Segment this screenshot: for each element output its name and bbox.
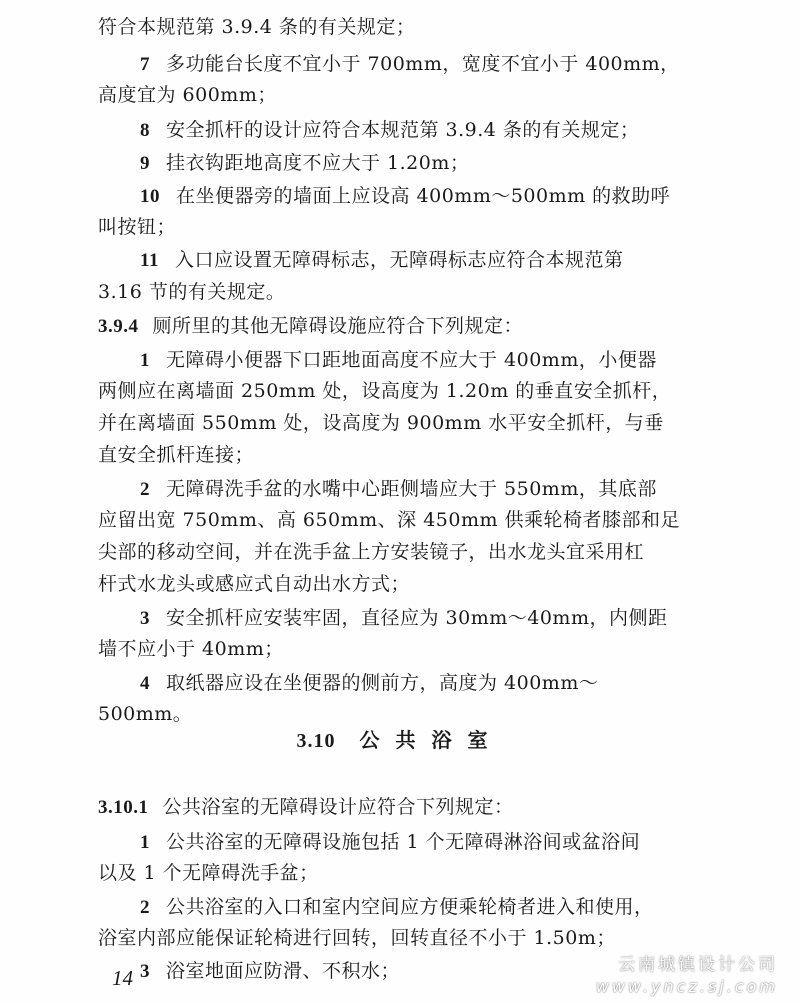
- clause-number: 3.9.4: [98, 316, 139, 337]
- text-line: 3.16 节的有关规定。: [98, 281, 286, 303]
- watermark: [596, 954, 778, 998]
- page-number: 14: [112, 966, 133, 990]
- list-item: 3 浴室地面应防滑、不积水；: [140, 960, 401, 982]
- text-line: 500mm。: [98, 703, 193, 725]
- text-line: 两侧应在离墙面 250mm 处，设高度为 1.20m 的垂直安全抓杆，: [98, 380, 672, 402]
- item-number: 7: [140, 54, 150, 75]
- text-line: 应留出宽 750mm、高 650mm、深 450mm 供乘轮椅者膝部和足: [98, 509, 681, 531]
- item-number: 11: [140, 250, 159, 271]
- list-item: 9 挂衣钩距地高度不应大于 1.20m；: [140, 152, 470, 174]
- list-item: 2 无障碍洗手盆的水嘴中心距侧墙应大于 550mm，其底部: [140, 478, 657, 500]
- item-number: 3: [140, 608, 150, 629]
- list-item: 4 取纸器应设在坐便器的侧前方，高度为 400mm～: [140, 672, 599, 694]
- item-number: 10: [140, 186, 160, 207]
- item-number: 3: [140, 961, 150, 982]
- item-number: 1: [140, 350, 150, 371]
- item-number: 1: [140, 832, 150, 853]
- text-line: 杆式水龙头或感应式自动出水方式；: [98, 573, 411, 595]
- list-item: 11 入口应设置无障碍标志，无障碍标志应符合本规范第: [140, 249, 624, 271]
- text-line: 并在离墙面 550mm 处，设高度为 900mm 水平安全抓杆，与垂: [98, 412, 664, 434]
- item-number: 4: [140, 673, 150, 694]
- list-item: 1 无障碍小便器下口距地面高度不应大于 400mm，小便器: [140, 349, 657, 371]
- watermark-name: 云南城镇设计公司: [618, 955, 778, 975]
- watermark-url: www.yncz.sj.com: [595, 977, 778, 996]
- text-line: 尖部的移动空间，并在洗手盆上方安装镜子，出水龙头宜采用杠: [98, 541, 645, 563]
- text-line: 叫按钮；: [98, 216, 177, 238]
- text-line: 墙不应小于 40mm；: [98, 638, 284, 660]
- item-number: 8: [140, 120, 150, 141]
- clause-heading: 3.10.1 公共浴室的无障碍设计应符合下列规定：: [98, 796, 514, 818]
- text-line: 高度宜为 600mm；: [98, 84, 277, 106]
- item-number: 2: [140, 479, 150, 500]
- item-number: 9: [140, 153, 150, 174]
- list-item: 10 在坐便器旁的墙面上应设高 400mm～500mm 的救助呼: [140, 185, 671, 207]
- section-number: 3.10: [296, 730, 336, 752]
- list-item: 8 安全抓杆的设计应符合本规范第 3.9.4 条的有关规定；: [140, 119, 640, 141]
- item-number: 2: [140, 897, 150, 918]
- list-item: 1 公共浴室的无障碍设施包括 1 个无障碍淋浴间或盆浴间: [140, 831, 641, 853]
- text-line: 以及 1 个无障碍洗手盆；: [98, 862, 319, 884]
- section-heading: [0, 724, 800, 753]
- clause-number: 3.10.1: [98, 797, 149, 818]
- list-item: 7 多功能台长度不宜小于 700mm，宽度不宜小于 400mm，: [140, 53, 680, 75]
- text-line: 符合本规范第 3.9.4 条的有关规定；: [98, 16, 416, 38]
- list-item: 2 公共浴室的入口和室内空间应方便乘轮椅者进入和使用，: [140, 896, 654, 918]
- clause-heading: 3.9.4 厕所里的其他无障碍设施应符合下列规定：: [98, 315, 524, 337]
- section-title: 公共浴室: [359, 728, 504, 752]
- text-line: 直安全抓杆连接；: [98, 444, 255, 466]
- list-item: 3 安全抓杆应安装牢固，直径应为 30mm～40mm，内侧距: [140, 607, 668, 629]
- text-line: 浴室内部应能保证轮椅进行回转，回转直径不小于 1.50m；: [98, 927, 616, 949]
